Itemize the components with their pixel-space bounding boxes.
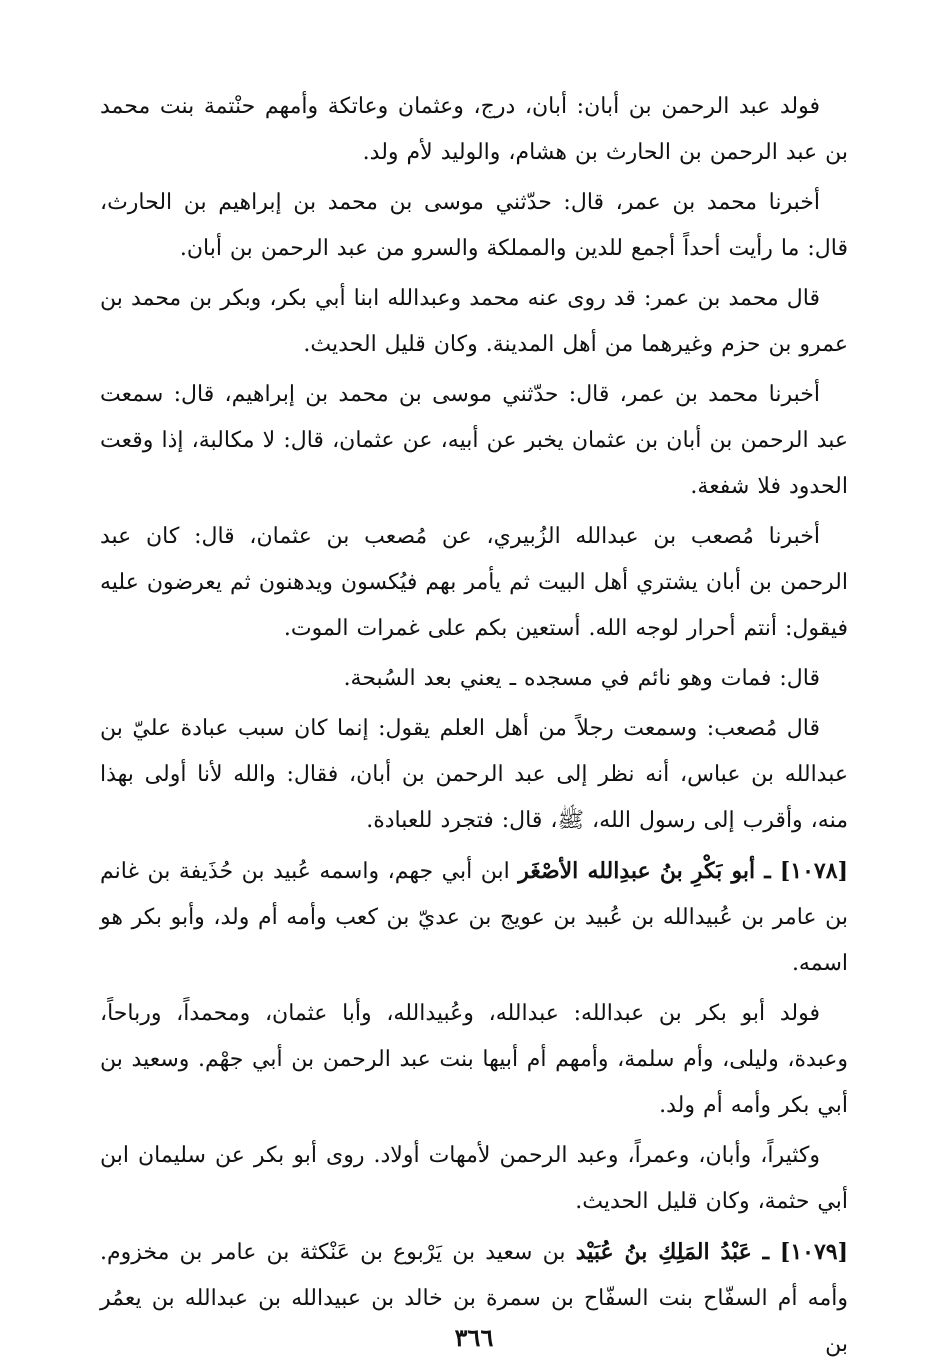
entry-1078 bbox=[100, 848, 848, 987]
paragraph-3: قال محمد بن عمر: قد روى عنه محمد وعبدالله ابنا أبي بكر، وبكر بن محمد بن عمرو بن حزم وغيرهما من أهل المدينة. وكان قليل الحديث. bbox=[100, 286, 848, 357]
paragraph-4: أخبرنا محمد بن عمر، قال: حدّثني موسى بن محمد بن إبراهيم، قال: سمعت عبد الرحمن بن أبان بن عثمان يخبر عن أبيه، عن عثمان، قال: لا مكالبة، إذا وقعت الحدود فلا شفعة. bbox=[100, 382, 848, 499]
entry-heading: [١٠٧٨] ـ أبو بَكْرِ بنُ عبدِالله الأصْغَر bbox=[518, 858, 848, 884]
paragraph-1: فولد عبد الرحمن بن أبان: أبان، درج، وعثمان وعاتكة وأمهم حنْتمة بنت محمد بن عبد الرحمن بن الحارث بن هشام، والوليد لأم ولد. bbox=[100, 94, 848, 165]
entry-text: ابن أبي جهم، واسمه عُبيد بن حُذَيفة بن غانم بن عامر بن عُبيدالله بن عُبيد بن عويج بن عديّ بن كعب وأمه أم ولد، وأبو بكر هو اسمه. bbox=[100, 859, 848, 976]
paragraph-5: أخبرنا مُصعب بن عبدالله الزُبيري، عن مُصعب بن عثمان، قال: كان عبد الرحمن بن أبان يشتري أهل البيت ثم يأمر بهم فيُكسون ويدهنون ثم يعرضون عليه فيقول: أنتم أحرار لوجه الله. أستعين بكم على غمرات الموت. bbox=[100, 524, 848, 641]
paragraph-2: أخبرنا محمد بن عمر، قال: حدّثني موسى بن محمد بن إبراهيم بن الحارث، قال: ما رأيت أحداً أجمع للدين والمملكة والسرو من عبد الرحمن بن أبان. bbox=[100, 190, 848, 261]
page-number: ٣٦٦ bbox=[454, 1323, 494, 1352]
paragraph-10: وكثيراً، وأبان، وعمراً، وعبد الرحمن لأمهات أولاد. روى أبو بكر عن سليمان ابن أبي حثمة، وكان قليل الحديث. bbox=[100, 1143, 848, 1214]
entry-heading: [١٠٧٩] ـ عَبْدُ المَلِكِ بنُ عُبَيْد bbox=[575, 1239, 848, 1265]
entry-text: بن سعيد بن يَرْبوع بن عَنْكثة بن عامر بن مخزوم. وأمه أم السفّاح بنت السفّاح بن سمرة بن خالد بن عبيدالله بن عبدالله بن يعمُر بن bbox=[100, 1240, 848, 1357]
paragraph-9: فولد أبو بكر بن عبدالله: عبدالله، وعُبيدالله، وأبا عثمان، ومحمداً، ورباحاً، وعبدة، وليلى، وأم سلمة، وأمهم أم أبيها بنت عبد الرحمن بن أبي جهْم. وسعيد بن أبي بكر وأمه أم ولد. bbox=[100, 1001, 848, 1118]
paragraph-6: قال: فمات وهو نائم في مسجده ـ يعني بعد السُبحة. bbox=[343, 666, 820, 691]
paragraph-7: قال مُصعب: وسمعت رجلاً من أهل العلم يقول: إنما كان سبب عبادة عليّ بن عبدالله بن عباس، أنه نظر إلى عبد الرحمن بن أبان، فقال: والله لأنا أولى بهذا منه، وأقرب إلى رسول الله، ﷺ، قال: فتجرد للعبادة. bbox=[100, 716, 848, 833]
